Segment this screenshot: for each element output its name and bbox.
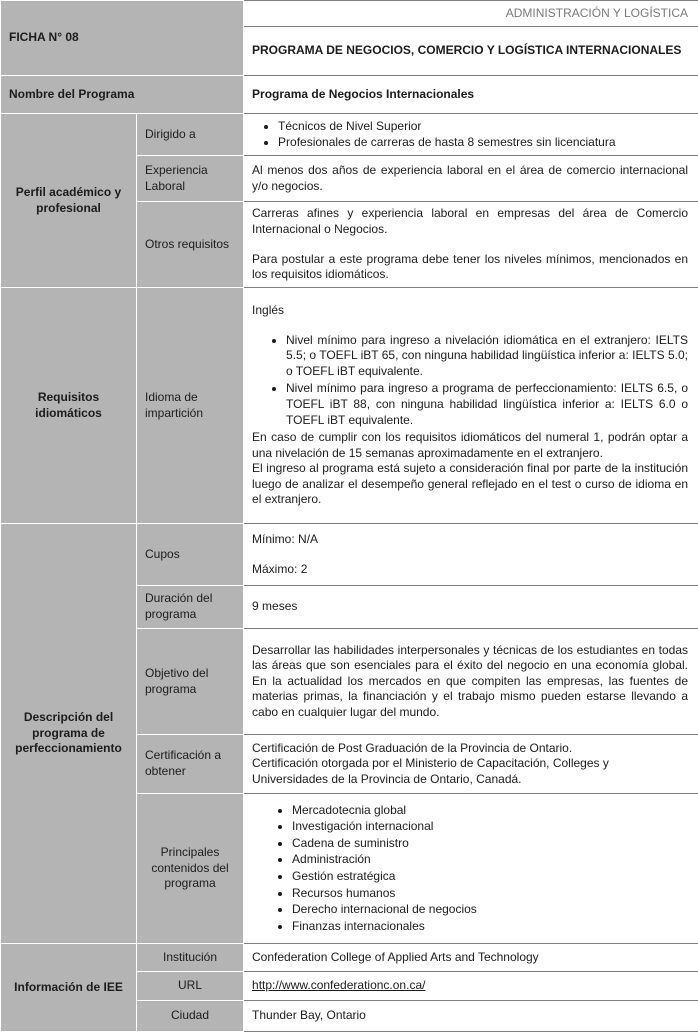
list-item: • Investigación internacional bbox=[292, 819, 688, 835]
cell-principales-contenidos bbox=[244, 794, 698, 944]
paragraph: El ingreso al programa está sujeto a consideración final por parte de la institución luego de analizar el desempeño general reflejado en el test o curso de idioma en el extranjero. bbox=[252, 461, 689, 507]
cell-objetivo: Desarrollar las habilidades interpersonales y técnicas de los estudiantes en todas las áreas que son esenciales para el éxito del negocio en una economía global. En la actualidad los mercados en que compiten las empresas, las fuentes de materias primas, la financiación y el trabajo mismo pueden estarse llevando a cabo en cualquier lugar del mundo. bbox=[244, 629, 698, 735]
row-label-otros-requisitos: Otros requisitos bbox=[137, 202, 244, 288]
row-label-dirigido-a: Dirigido a bbox=[137, 114, 244, 156]
dirigido-a-list bbox=[252, 119, 688, 150]
contenidos-list bbox=[252, 803, 688, 935]
row-label-objetivo: Objetivo del programa bbox=[137, 629, 244, 735]
cell-dirigido-a bbox=[244, 114, 698, 156]
cell-ciudad: Thunder Bay, Ontario bbox=[244, 1001, 698, 1032]
cupos-maximo: Máximo: 2 bbox=[252, 561, 308, 576]
list-item: • Administración bbox=[292, 852, 688, 868]
row-label-duracion: Duración del programa bbox=[137, 586, 244, 629]
row-label-institucion: Institución bbox=[137, 944, 244, 972]
group-label-perfil: Perfil académico y profesional bbox=[1, 114, 137, 288]
cell-duracion: 9 meses bbox=[244, 586, 698, 629]
cell-certificacion bbox=[244, 735, 698, 794]
ficha-number-cell: FICHA N° 08 bbox=[1, 1, 244, 76]
cell-nombre-programa: Programa de Negocios Internacionales bbox=[244, 76, 698, 114]
list-item: • Técnicos de Nivel Superior bbox=[278, 119, 688, 135]
cell-otros-requisitos bbox=[244, 202, 698, 288]
paragraph: Para postular a este programa debe tener los niveles mínimos, mencionados en los requisitos idiomáticos. bbox=[252, 251, 689, 282]
list-item: • Nivel mínimo para ingreso a programa de perfeccionamiento: IELTS 6.5, o TOEFL iBT 88, con ninguna habilidad lingüística inferior a: IELTS 6.0 o TOEFL iBT equivalente. bbox=[286, 381, 688, 428]
group-label-informacion-iee: Información de IEE bbox=[1, 944, 137, 1032]
row-label-principales-contenidos: Principales contenidos del programa bbox=[137, 794, 244, 944]
group-label-requisitos-idiomaticos: Requisitos idiomáticos bbox=[1, 288, 137, 524]
idioma-requirements-list bbox=[252, 333, 688, 429]
institution-url-link[interactable]: http://www.confederationc.on.ca/ bbox=[252, 978, 426, 993]
paragraph: En caso de cumplir con los requisitos idiomáticos del numeral 1, podrán optar a una nivelación de 15 semanas aproximadamente en el extranjero. bbox=[252, 430, 689, 460]
cell-institucion: Confederation College of Applied Arts and Technology bbox=[244, 944, 698, 972]
group-label-descripcion-programa: Descripción del programa de perfeccionamiento bbox=[1, 524, 137, 944]
paragraph: Carreras afines y experiencia laboral en empresas del área de Comercio Internacional o Negocios. bbox=[252, 206, 689, 236]
list-item: • Nivel mínimo para ingreso a nivelación idiomática en el extranjero: IELTS 5.5; o TOEFL iBT 65, con ninguna habilidad lingüística inferior a: IELTS 5.0; o TOEFL iBT equivalente. bbox=[286, 333, 688, 380]
row-label-idioma-imparticion: Idioma de impartición bbox=[137, 288, 244, 524]
list-item: • Derecho internacional de negocios bbox=[292, 902, 688, 918]
row-label-cupos: Cupos bbox=[137, 524, 244, 586]
list-item: • Recursos humanos bbox=[292, 886, 688, 902]
category-header: ADMINISTRACIÓN Y LOGÍSTICA bbox=[244, 1, 698, 27]
row-label-ciudad: Ciudad bbox=[137, 1001, 244, 1032]
list-item: • Profesionales de carreras de hasta 8 semestres sin licenciatura bbox=[278, 135, 688, 151]
row-label-url: URL bbox=[137, 972, 244, 1001]
program-heading: PROGRAMA DE NEGOCIOS, COMERCIO Y LOGÍSTICA INTERNACIONALES bbox=[244, 27, 698, 76]
list-item: • Mercadotecnia global bbox=[292, 803, 688, 819]
paragraph: Certificación otorgada por el Ministerio de Capacitación, Colleges y Universidades de la Provincia de Ontario, Canadá. bbox=[252, 756, 609, 786]
cell-experiencia-laboral: Al menos dos años de experiencia laboral en el área de comercio internacional y/o negocios. bbox=[244, 156, 698, 202]
cell-cupos bbox=[244, 524, 698, 586]
list-item: • Cadena de suministro bbox=[292, 836, 688, 852]
row-label-experiencia-laboral: Experiencia Laboral bbox=[137, 156, 244, 202]
list-item: • Gestión estratégica bbox=[292, 869, 688, 885]
cupos-minimo: Mínimo: N/A bbox=[252, 531, 319, 546]
language-name: Inglés bbox=[252, 302, 285, 317]
cell-idioma-imparticion bbox=[244, 288, 698, 524]
paragraph: Certificación de Post Graduación de la Provincia de Ontario. bbox=[252, 740, 573, 755]
row-label-certificacion: Certificación a obtener bbox=[137, 735, 244, 794]
row-label-nombre-programa: Nombre del Programa bbox=[1, 76, 244, 114]
cell-url bbox=[244, 972, 698, 1001]
list-item: • Finanzas internacionales bbox=[292, 919, 688, 935]
